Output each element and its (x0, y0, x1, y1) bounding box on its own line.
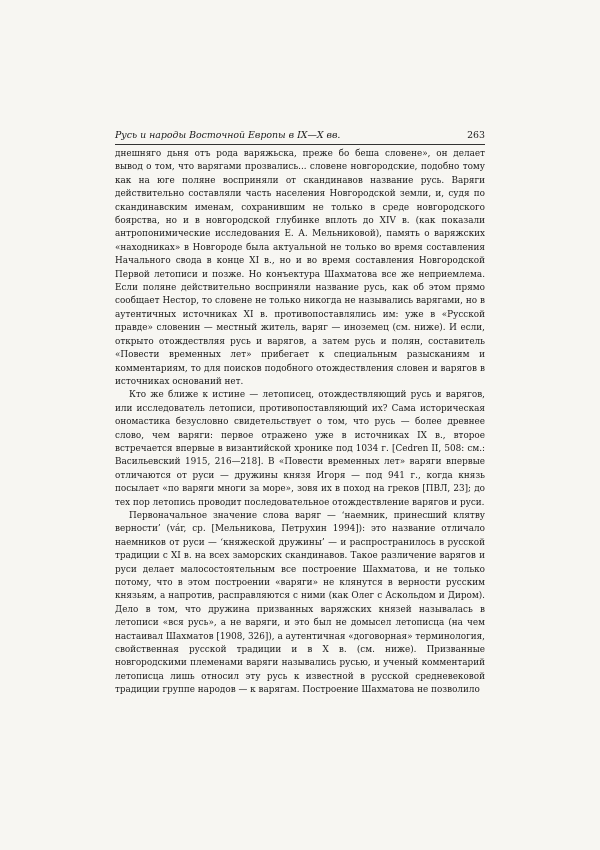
body-text (115, 148, 485, 698)
running-title: Русь и народы Восточной Европы в IX—X вв. (115, 130, 341, 141)
paragraph-3: Первоначальное значение слова варяг — ‘наемник, принесший клятву верности’ (vár, ср. [Мельникова, Петрухин 1994]): это название отличало наемников от руси — ‘княжеской дружины’ — и распространилось в русской традиции с XI в. на всех заморских скандинавов. Такое различение варягов и руси делает малосостоятельным все построение Шахматова, и не только потому, что в этом построении «варяги» не клянутся в верности русским князьям, а напротив, расправляются с ними (как Олег с Аскольдом и Диром). Дело в том, что дружина призванных варяжских князей называлась в летописи «вся русь», а не варяги, и это был не домысел летописца (на чем настаивал Шахматов [1908, 326]), а аутентичная «договорная» терминология, свойственная русской традиции и в X в. (см. ниже). Призванные новгородскими племенами варяги назывались русью, и ученый комментарий летописца лишь относил эту русь к известной в русской средневековой традиции группе народов — к варягам. Построение Шахматова не позволило (115, 510, 485, 696)
page-number: 263 (467, 130, 485, 141)
book-page (115, 130, 485, 698)
running-head (115, 130, 485, 145)
paragraph-1: днешняго дьня отъ рода варяжьска, прежe бо беша словене», он делает вывод о том, что варягами прозвались... словене новгородские, подобно тому как на юге поляне восприняли от скандинавов название русь. Варяги действительно составляли часть населения Новгородской земли, и, судя по скандинавским именам, сохранившим не только в среде новгородского боярства, но и в новгородской глубинке вплоть до XIV в. (как показали антропонимические исследования Е. А. Мельниковой), память о варяжских «находниках» в Новгороде была актуальной не только во время составления Начального свода в конце XI в., но и во время составления Новгородской Первой летописи и позже. Но конъектура Шахматова все же неприемлема. Если поляне действительно восприняли название русь, как об этом прямо сообщает Нестор, то словене не только никогда не назывались варягами, но в аутентичных источниках XI в. противопоставлялись им: уже в «Русской правде» словенин — местный житель, варяг — иноземец (см. ниже). И если, открыто отождествляя русь и варягов, а затем русь и полян, составитель «Повести временных лет» прибегает к специальным разысканиям и комментариям, то для поисков подобного отождествления словен и варягов в источниках оснований нет. (115, 149, 485, 387)
paragraph-2: Кто же ближе к истине — летописец, отождествляющий русь и варягов, или исследователь летописи, противопоставляющий их? Сама историческая ономастика безусловно свидетельствует о том, что русь — более древнее слово, чем варяги: первое отражено уже в источниках IX в., второе встречается впервые в византийской хронике под 1034 г. [Cedren II, 508: см.: Васильевский 1915, 216—218]. В «Повести временных лет» варяги впервые отличаются от руси — дружины князя Игоря — под 941 г., когда князь посылает «по варяги многи за море», зовя их в поход на греков [ПВЛ, 23]; до тех пор летопись проводит последовательное отождествление варягов и руси. (115, 390, 485, 508)
